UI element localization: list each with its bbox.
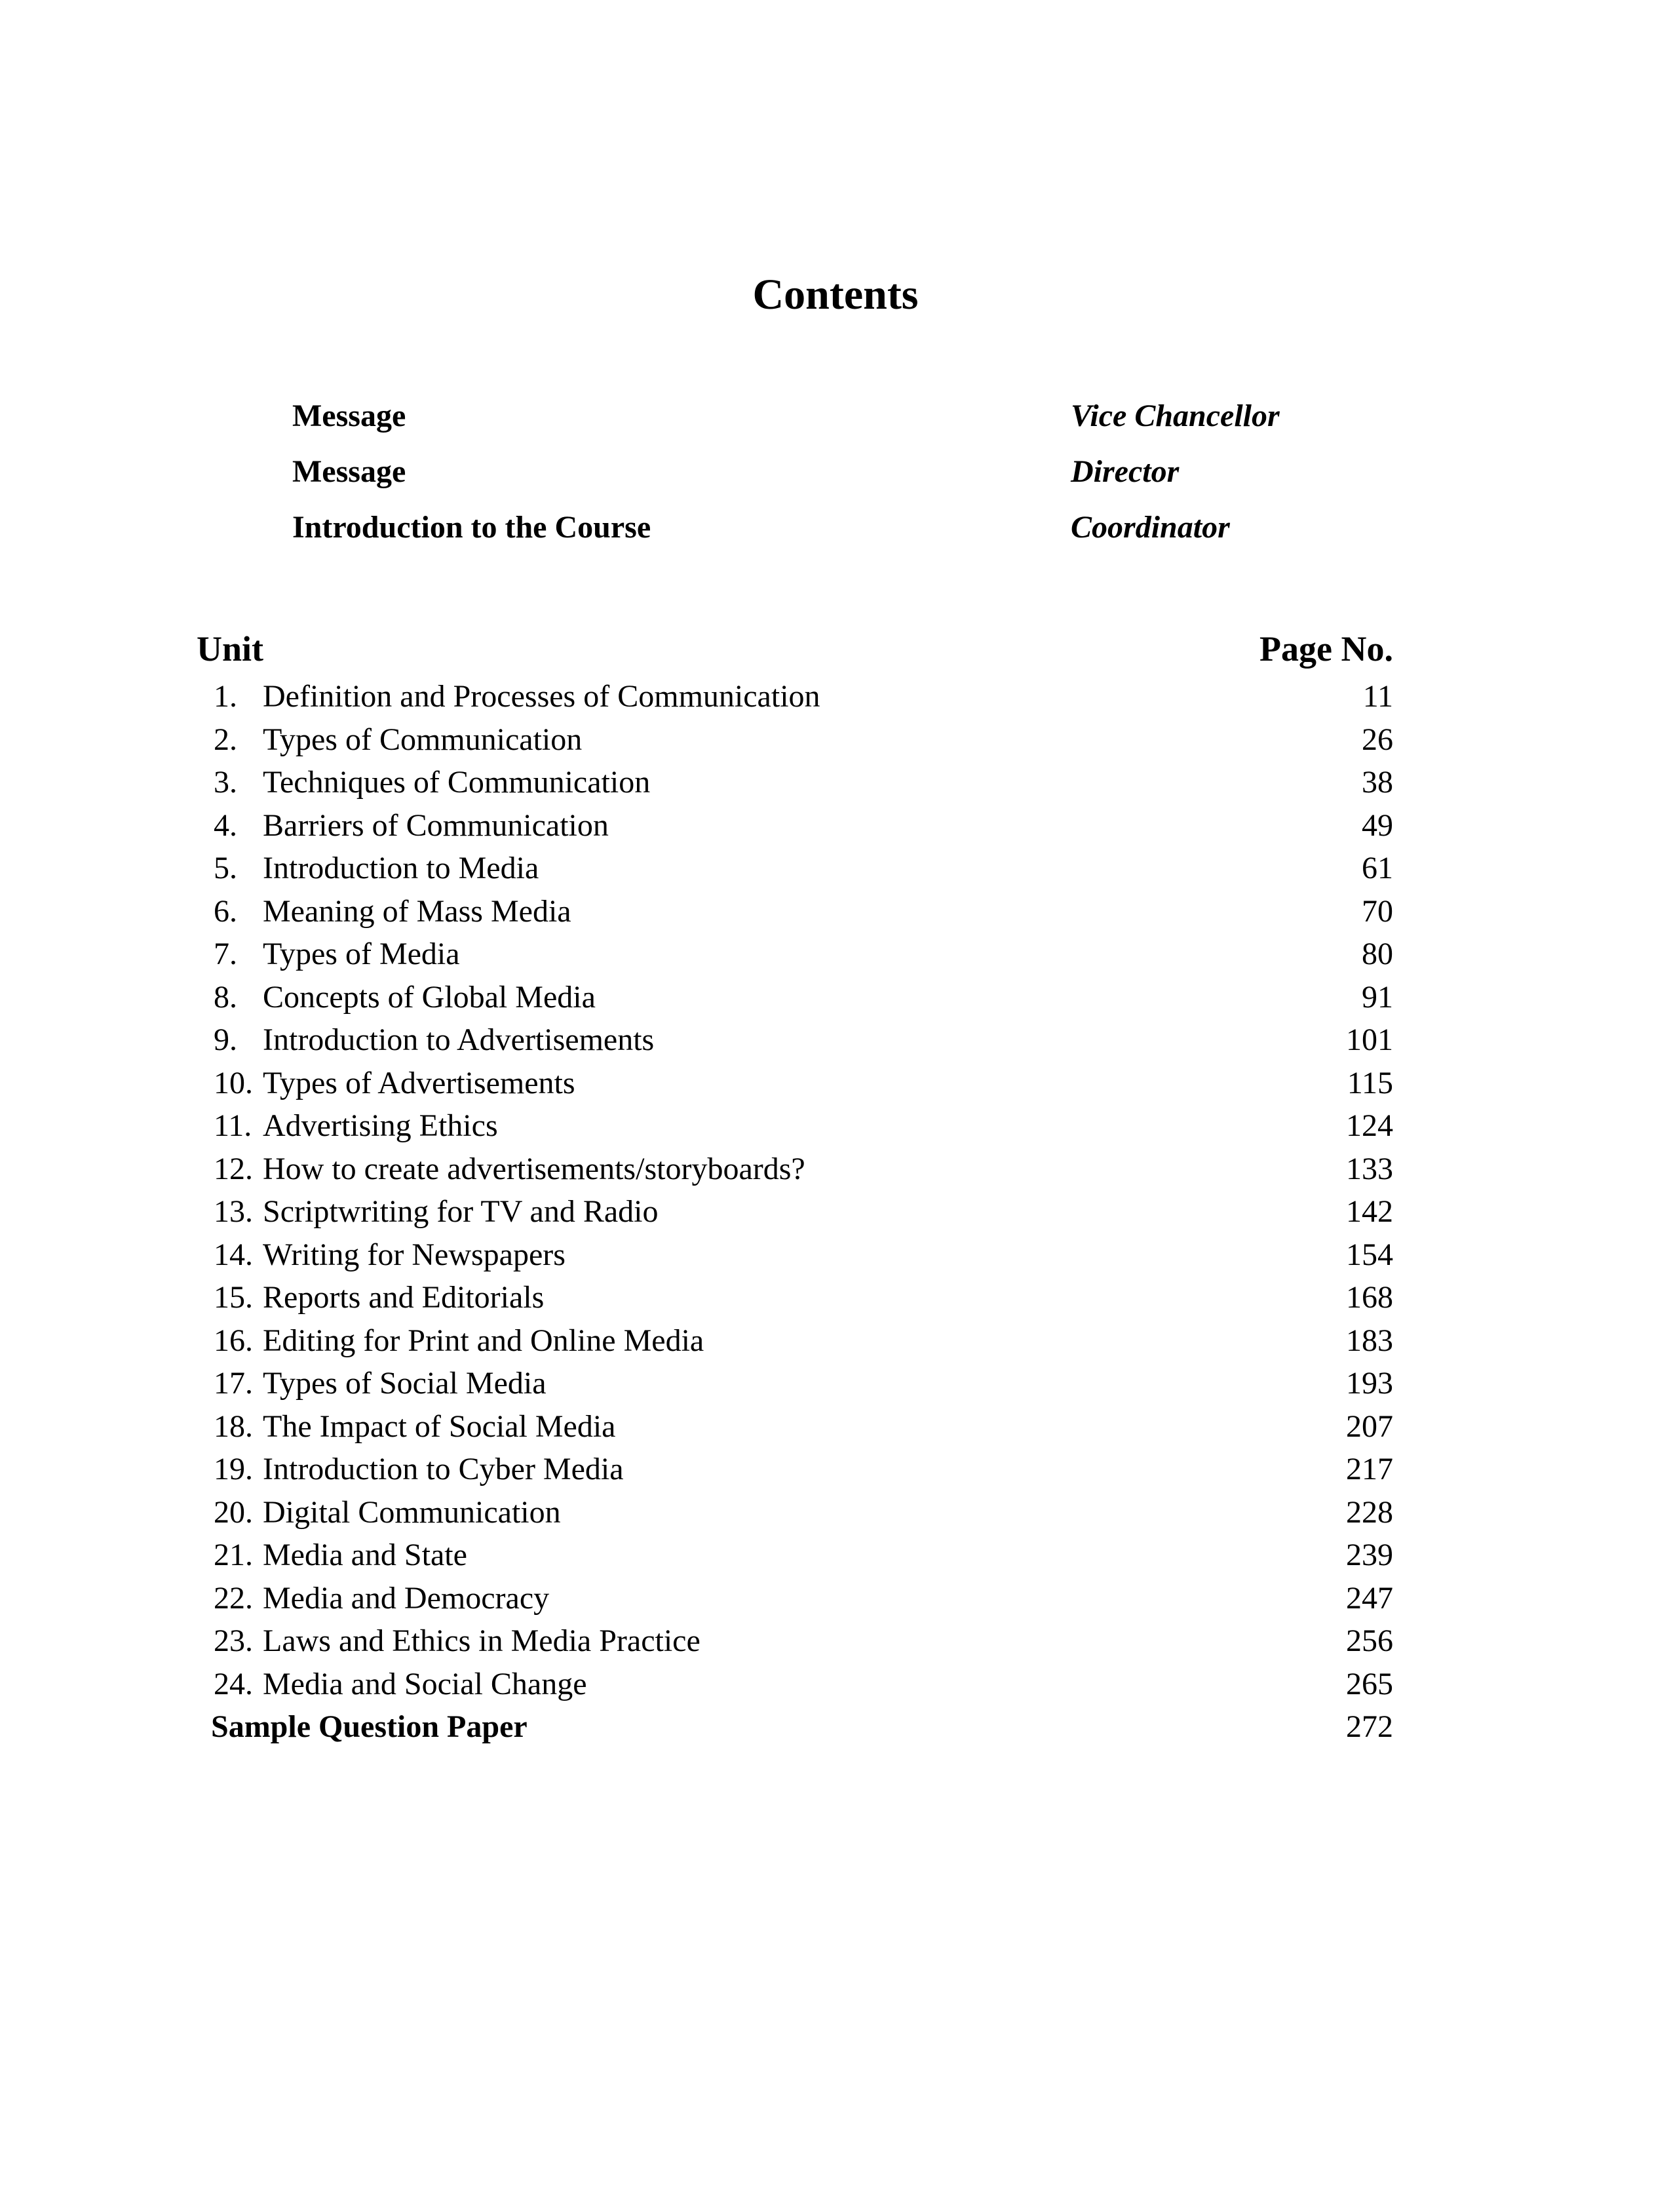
toc-unit-number: 22. [214,1581,253,1616]
toc-page-number: 265 [1346,1667,1393,1701]
toc-unit-title: Definition and Processes of Communication [263,679,820,714]
toc-unit-number: 17. [214,1366,253,1401]
toc-unit-number: 14. [214,1237,253,1272]
toc-final-entry [0,1705,1671,1748]
toc-page-number: 217 [1346,1452,1393,1486]
toc-unit-number: 5. [214,851,237,885]
toc-row [0,933,1671,975]
toc-unit-title: How to create advertisements/storyboards? [263,1152,805,1186]
toc-unit-number: 9. [214,1022,237,1057]
toc-unit-title: Writing for Newspapers [263,1237,566,1272]
toc-row [0,976,1671,1019]
toc-unit-number: 2. [214,722,237,757]
toc-row [0,675,1671,718]
toc-final-label: Sample Question Paper [211,1709,528,1744]
toc-unit-number: 8. [214,980,237,1015]
toc-row [0,1319,1671,1362]
front-matter-label: Message [292,398,406,433]
toc-unit-title: Editing for Print and Online Media [263,1323,704,1358]
toc-unit-number: 1. [214,679,237,714]
toc-unit-title: Techniques of Communication [263,765,651,800]
toc-page-number: 124 [1346,1108,1393,1143]
toc-unit-title: Reports and Editorials [263,1280,545,1315]
toc-unit-number: 23. [214,1623,253,1658]
toc-page-number: 11 [1362,679,1393,714]
toc-header [0,623,1671,675]
toc-unit-number: 19. [214,1452,253,1486]
toc-page-number: 256 [1346,1623,1393,1658]
toc-unit-number: 6. [214,894,237,929]
toc-unit-number: 15. [214,1280,253,1315]
toc-row [0,1190,1671,1233]
toc-unit-title: Introduction to Media [263,851,539,885]
toc-page-number: 142 [1346,1194,1393,1229]
toc-unit-title: Meaning of Mass Media [263,894,571,929]
toc-row [0,1577,1671,1620]
toc-unit-title: Concepts of Global Media [263,980,596,1015]
toc-page-number: 49 [1362,808,1393,843]
toc-row [0,1405,1671,1448]
toc-page-number: 228 [1346,1495,1393,1530]
toc-row [0,1534,1671,1576]
toc-row [0,1233,1671,1276]
toc-page-number: 61 [1362,851,1393,885]
toc-unit-number: 4. [214,808,237,843]
toc-row [0,890,1671,933]
toc-unit-number: 11. [214,1108,252,1143]
toc-page-number: 91 [1362,980,1393,1015]
toc-row [0,718,1671,761]
page-column-heading: Page No. [1259,629,1393,669]
toc-unit-number: 18. [214,1409,253,1444]
front-matter-label: Introduction to the Course [292,510,651,545]
front-matter-label: Message [292,454,406,489]
toc-page-number: 168 [1346,1280,1393,1315]
front-matter-author: Vice Chancellor [1071,398,1280,433]
toc-unit-number: 12. [214,1152,253,1186]
toc-unit-title: Types of Advertisements [263,1066,575,1100]
toc-unit-title: Types of Social Media [263,1366,547,1401]
toc-page-number: 183 [1346,1323,1393,1358]
toc-unit-title: Types of Communication [263,722,583,757]
toc-unit-title: Introduction to Advertisements [263,1022,655,1057]
toc-row [0,1362,1671,1405]
toc-row [0,1448,1671,1490]
front-matter-author: Coordinator [1071,510,1230,545]
toc-unit-title: Advertising Ethics [263,1108,498,1143]
toc-row [0,1663,1671,1705]
toc-row [0,1276,1671,1319]
toc-unit-title: Laws and Ethics in Media Practice [263,1623,701,1658]
toc-row [0,1148,1671,1190]
toc-unit-number: 13. [214,1194,253,1229]
front-matter-row [0,505,1671,551]
toc-row [0,1620,1671,1662]
toc-unit-number: 7. [214,937,237,971]
toc-unit-number: 16. [214,1323,253,1358]
toc-unit-title: Media and State [263,1538,467,1572]
toc-final-page: 272 [1346,1709,1393,1744]
toc-row [0,847,1671,889]
toc-page-number: 133 [1346,1152,1393,1186]
front-matter-row [0,393,1671,439]
toc-page-number: 154 [1346,1237,1393,1272]
toc-unit-number: 10. [214,1066,253,1100]
toc-row [0,1019,1671,1061]
toc-row [0,804,1671,847]
toc-page-number: 80 [1362,937,1393,971]
toc-page-number: 115 [1347,1066,1393,1100]
toc-unit-title: Introduction to Cyber Media [263,1452,624,1486]
toc-page-number: 70 [1362,894,1393,929]
toc-unit-title: The Impact of Social Media [263,1409,616,1444]
toc-row [0,1062,1671,1104]
toc-page-number: 101 [1346,1022,1393,1057]
toc-unit-title: Digital Communication [263,1495,561,1530]
toc-page-number: 247 [1346,1581,1393,1616]
toc-unit-title: Scriptwriting for TV and Radio [263,1194,659,1229]
toc-unit-title: Media and Democracy [263,1581,550,1616]
toc-row [0,1104,1671,1147]
unit-column-heading: Unit [197,629,264,669]
toc-page-number: 207 [1346,1409,1393,1444]
toc-unit-title: Types of Media [263,937,460,971]
toc-unit-number: 21. [214,1538,253,1572]
toc-unit-number: 3. [214,765,237,800]
toc-page-number: 38 [1362,765,1393,800]
toc-unit-title: Barriers of Communication [263,808,609,843]
front-matter-author: Director [1071,454,1180,489]
toc-row [0,1491,1671,1534]
toc-page-number: 193 [1346,1366,1393,1401]
front-matter-row [0,449,1671,495]
toc-unit-number: 20. [214,1495,253,1530]
toc-page-number: 26 [1362,722,1393,757]
toc-row [0,761,1671,804]
page-title: Contents [752,271,919,319]
toc-unit-title: Media and Social Change [263,1667,587,1701]
toc-unit-number: 24. [214,1667,253,1701]
toc-page-number: 239 [1346,1538,1393,1572]
